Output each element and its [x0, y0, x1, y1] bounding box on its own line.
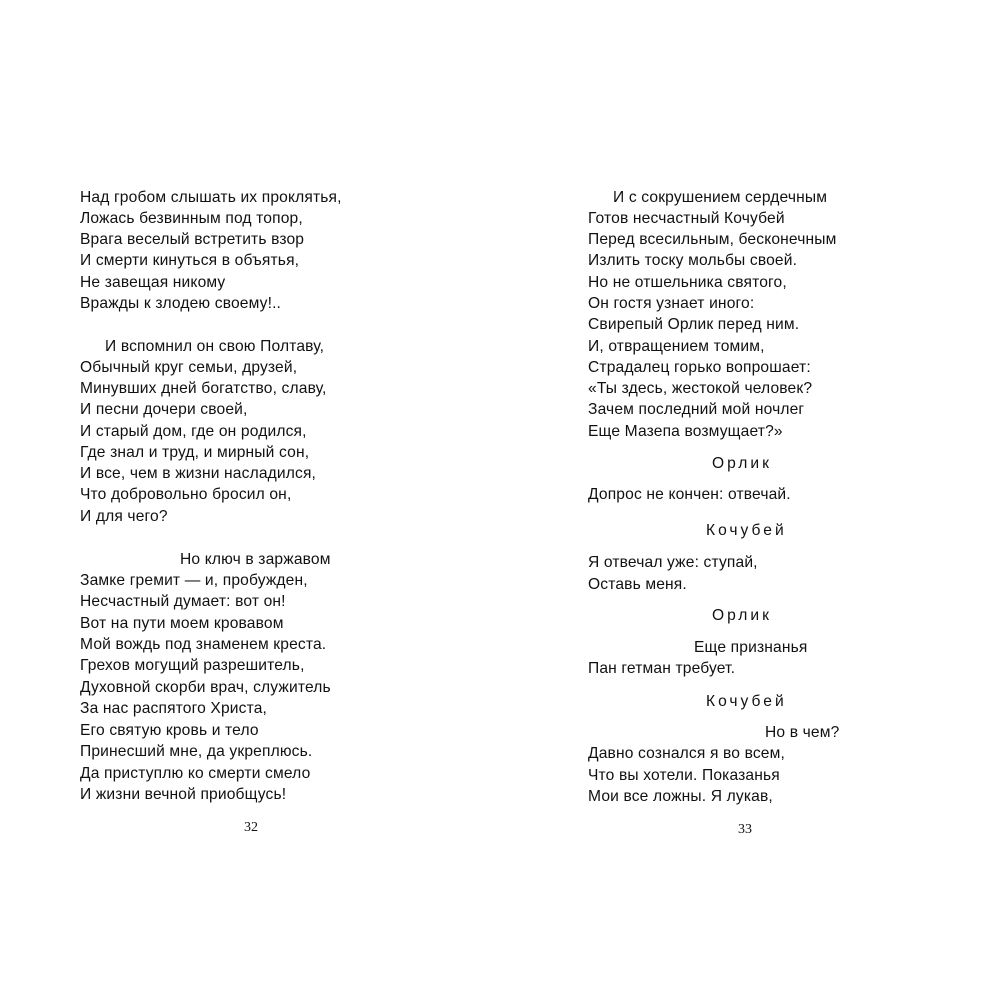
poem-line: Грехов могущий разрешитель, [80, 657, 305, 674]
poem-line: Ложась безвинным под топор, [80, 210, 303, 227]
poem-line: Давно сознался я во всем, [588, 745, 785, 762]
poem-line: Обычный круг семьи, друзей, [80, 359, 298, 376]
poem-line: Мои все ложны. Я лукав, [588, 788, 773, 805]
poem-line: И старый дом, где он родился, [80, 423, 307, 440]
poem-line: И смерти кинуться в объятья, [80, 252, 300, 269]
poem-line: Свирепый Орлик перед ним. [588, 316, 800, 333]
poem-line: И песни дочери своей, [80, 401, 248, 418]
poem-line: Допрос не кончен: отвечай. [588, 486, 791, 503]
page-number: 33 [738, 822, 752, 837]
poem-line: Духовной скорби врач, служитель [80, 679, 331, 696]
poem-line: За нас распятого Христа, [80, 700, 268, 717]
page-number: 32 [244, 820, 258, 835]
poem-line: Но не отшельника святого, [588, 274, 787, 291]
poem-line: Где знал и труд, и мирный сон, [80, 444, 310, 461]
poem-line: Не завещая никому [80, 274, 226, 291]
speaker-name: Кочубей [706, 693, 787, 710]
poem-line: Что добровольно бросил он, [80, 486, 292, 503]
poem-line: Зачем последний мой ночлег [588, 401, 805, 418]
poem-line: Но в чем? [765, 724, 840, 741]
right-page [500, 0, 1000, 1000]
poem-line: Замке гремит — и, пробужден, [80, 572, 308, 589]
poem-line: Его святую кровь и тело [80, 722, 259, 739]
poem-line: Он гостя узнает иного: [588, 295, 755, 312]
poem-line: Что вы хотели. Показанья [588, 767, 780, 784]
poem-line: Принесший мне, да укреплюсь. [80, 743, 313, 760]
poem-line: Еще Мазепа возмущает?» [588, 423, 783, 440]
poem-line: Минувших дней богатство, славу, [80, 380, 327, 397]
poem-line: И вспомнил он свою Полтаву, [105, 338, 325, 355]
poem-line: Готов несчастный Кочубей [588, 210, 785, 227]
poem-line: Перед всесильным, бесконечным [588, 231, 837, 248]
poem-line: Над гробом слышать их проклятья, [80, 189, 342, 206]
poem-line: Оставь меня. [588, 576, 687, 593]
poem-line: Пан гетман требует. [588, 660, 736, 677]
speaker-name: Орлик [712, 455, 772, 472]
speaker-name: Орлик [712, 607, 772, 624]
poem-line: И жизни вечной приобщусь! [80, 786, 287, 803]
poem-line: Еще признанья [694, 639, 808, 656]
speaker-name: Кочубей [706, 522, 787, 539]
poem-line: Но ключ в заржавом [180, 551, 331, 568]
poem-line: Я отвечал уже: ступай, [588, 554, 758, 571]
poem-line: Страдалец горько вопрошает: [588, 359, 811, 376]
poem-line: Да приступлю ко смерти смело [80, 765, 311, 782]
poem-line: Вражды к злодею своему!.. [80, 295, 282, 312]
poem-line: Излить тоску мольбы своей. [588, 252, 798, 269]
poem-line: И, отвращением томим, [588, 338, 765, 355]
poem-line: Мой вождь под знаменем креста. [80, 636, 327, 653]
poem-line: Врага веселый встретить взор [80, 231, 305, 248]
poem-line: «Ты здесь, жестокой человек? [588, 380, 813, 397]
poem-line: Вот на пути моем кровавом [80, 615, 284, 632]
poem-line: Несчастный думает: вот он! [80, 593, 286, 610]
poem-line: И с сокрушением сердечным [613, 189, 828, 206]
poem-line: И для чего? [80, 508, 168, 525]
poem-line: И все, чем в жизни насладился, [80, 465, 317, 482]
